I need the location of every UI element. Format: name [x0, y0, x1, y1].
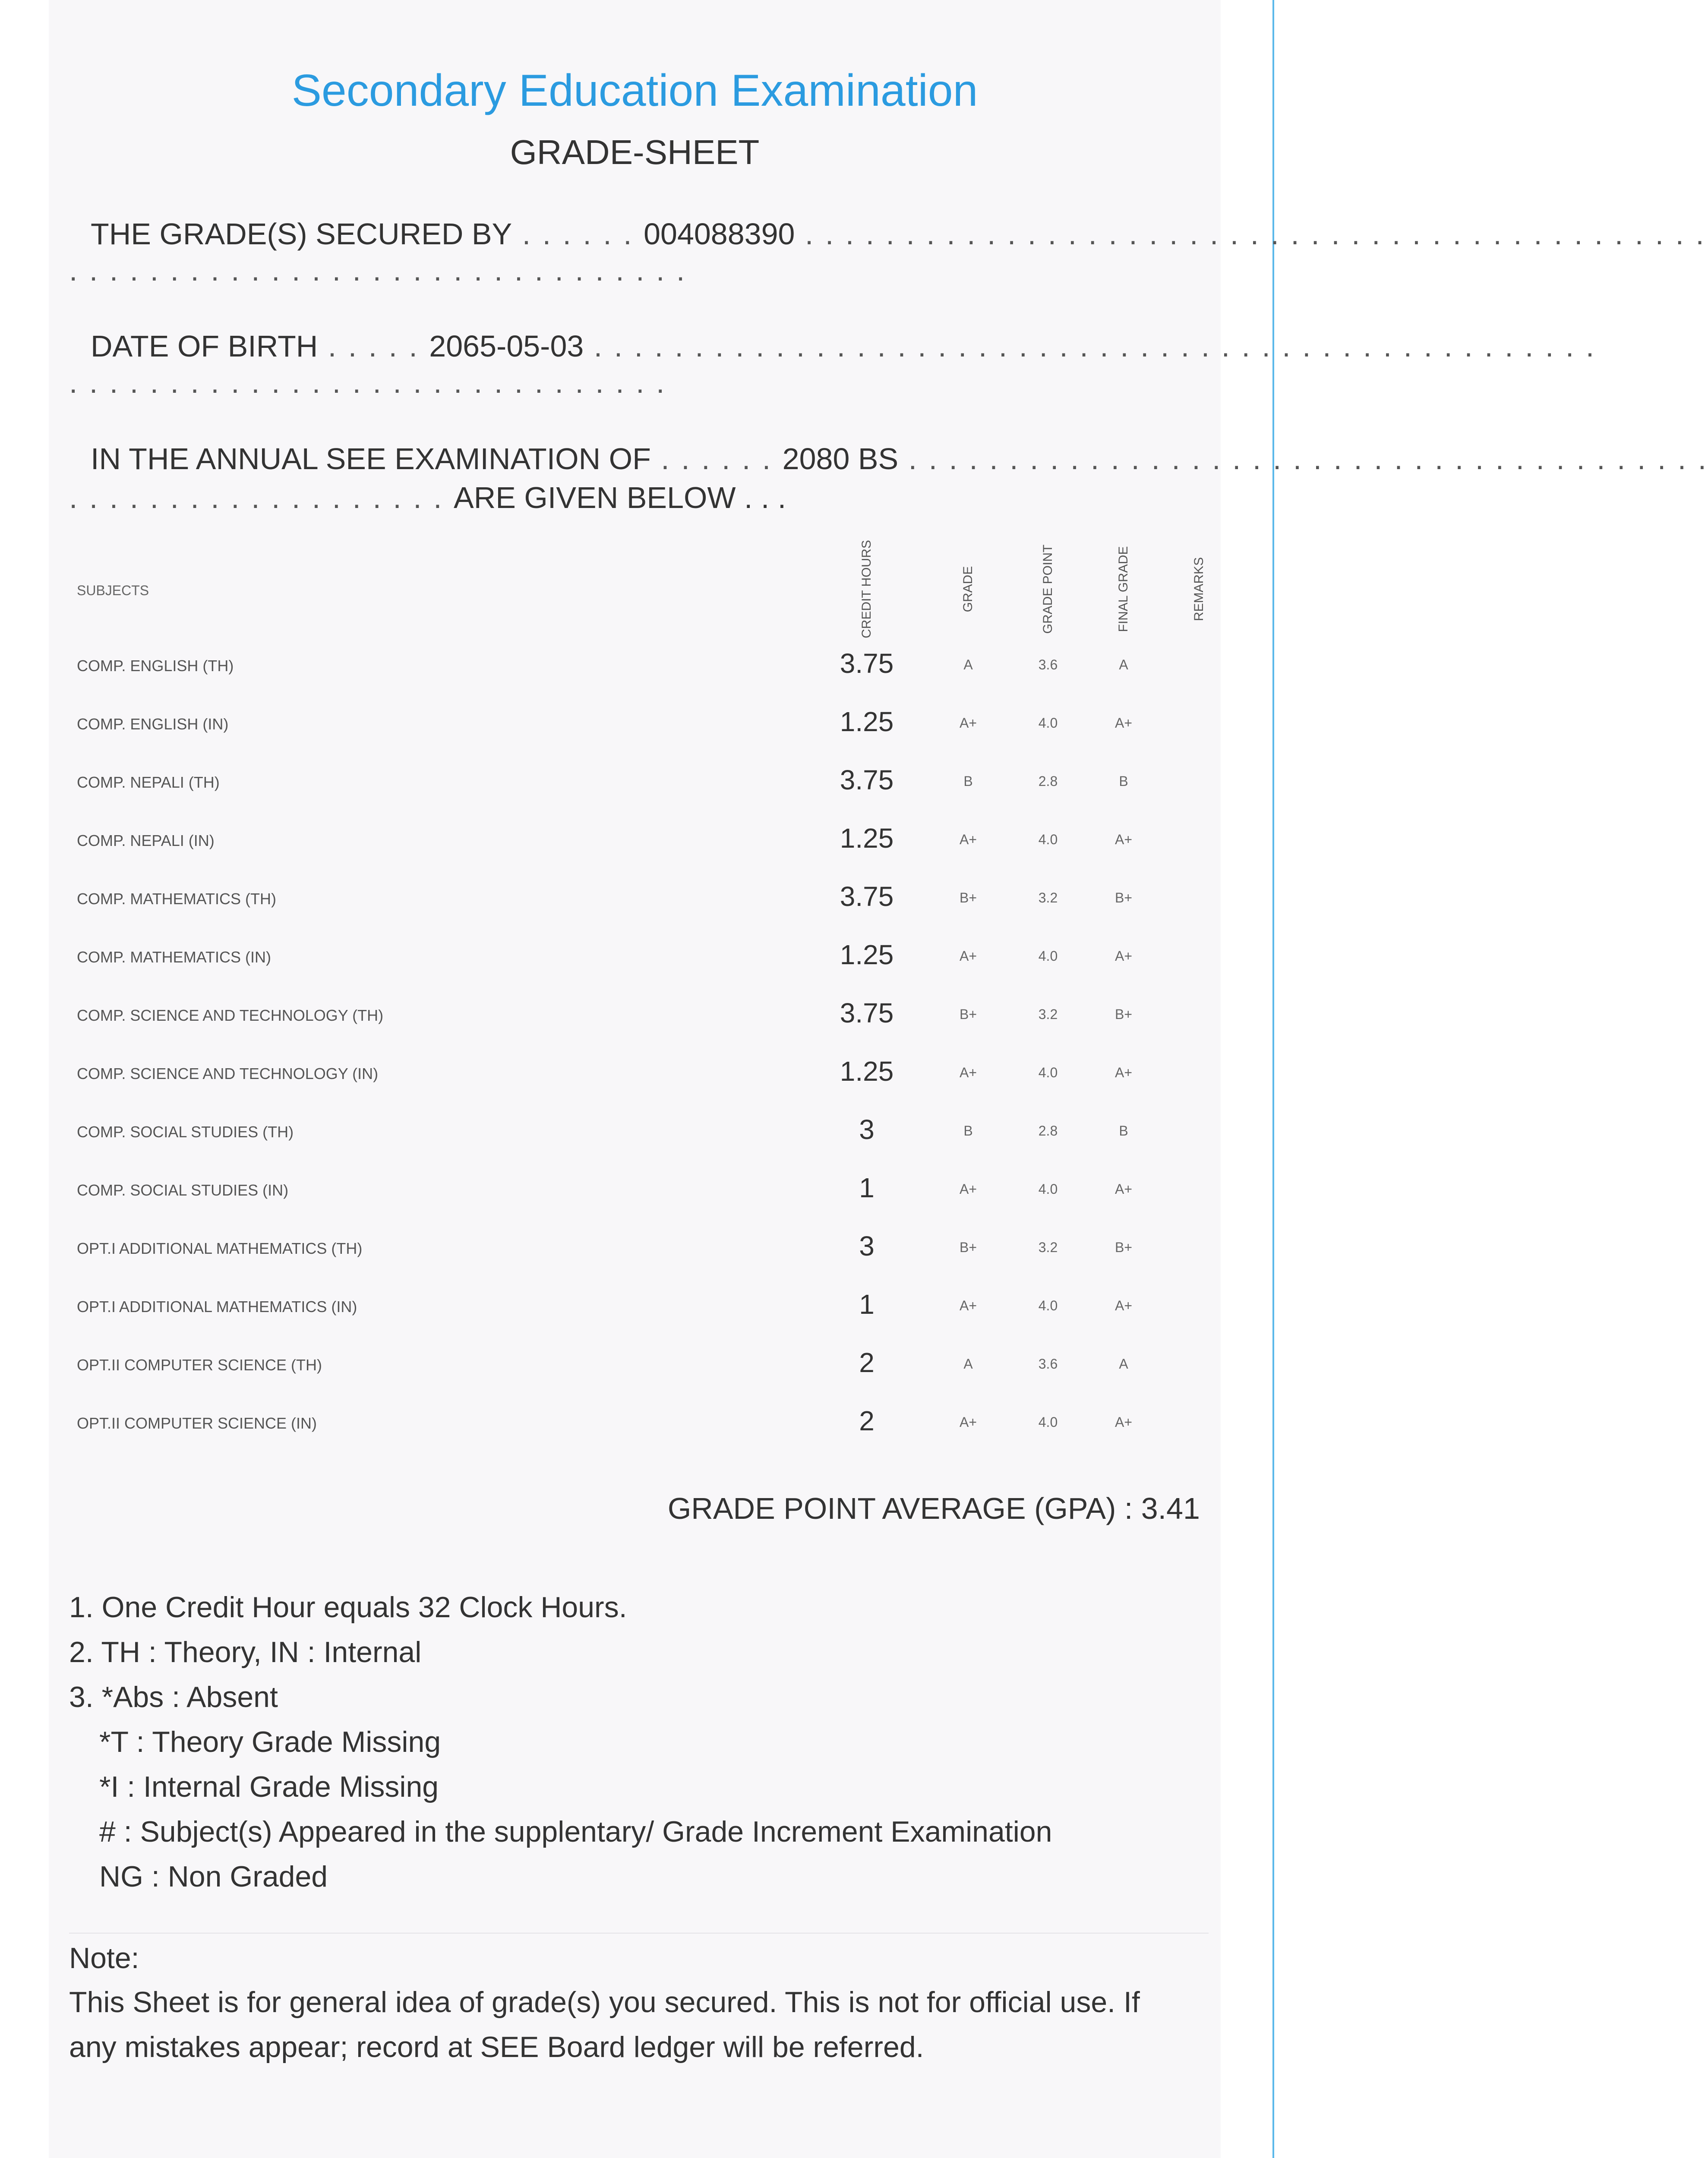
- grade-point: 4.0: [1038, 948, 1058, 964]
- credit-hours: 1: [859, 1289, 875, 1320]
- legend-item: *I : Internal Grade Missing: [99, 1770, 439, 1803]
- credit-hours: 3.75: [840, 648, 894, 679]
- grade: B: [963, 773, 973, 789]
- note-text: This Sheet is for general idea of grade(s) you secured. This is not for official use. If any mistakes appear; record at SEE Board ledger will be referred.: [69, 1986, 1140, 2063]
- legend-item: # : Subject(s) Appeared in the supplentary/ Grade Increment Examination: [99, 1815, 1052, 1848]
- final-grade: A: [1119, 1356, 1128, 1372]
- subject-name: COMP. NEPALI (TH): [77, 773, 220, 791]
- grade-point: 2.8: [1038, 1123, 1058, 1139]
- gpa-summary: [668, 1489, 1200, 1528]
- page-edge-line: [1272, 0, 1274, 2158]
- grade: B: [963, 1123, 973, 1139]
- exam-line: IN THE ANNUAL SEE EXAMINATION OF . . . . . . 2080 BS . . . . . . . . . . . . . . . . . . . . . . . . . . . . . . . . . . . . . . . . . . . . . . . . . . . . . . . . . . . ARE GIVEN BELOW . . .: [69, 442, 1708, 514]
- subject-name: COMP. ENGLISH (IN): [77, 715, 229, 733]
- table-row: [77, 1043, 1208, 1102]
- final-grade: B+: [1114, 890, 1133, 905]
- grade-sheet: [49, 0, 1708, 2158]
- credit-hours: 1.25: [840, 706, 894, 737]
- header-grade: GRADE: [961, 566, 975, 612]
- grade: A+: [959, 1414, 977, 1430]
- credit-hours: 1: [859, 1172, 875, 1203]
- subject-name: COMP. SCIENCE AND TECHNOLOGY (TH): [77, 1006, 384, 1024]
- legend-list: [69, 1585, 1052, 1899]
- final-grade: A+: [1114, 948, 1133, 964]
- grade-point: 4.0: [1038, 1414, 1058, 1430]
- exam-year: 2080 BS: [782, 442, 899, 476]
- credit-hours: 1.25: [840, 939, 894, 970]
- credit-hours: 3: [859, 1230, 875, 1262]
- grade-point: 3.2: [1038, 890, 1058, 905]
- final-grade: A: [1119, 657, 1128, 672]
- grade-point: 4.0: [1038, 832, 1058, 847]
- final-grade: A+: [1114, 1298, 1133, 1313]
- grade-point: 4.0: [1038, 1181, 1058, 1197]
- grade: A+: [959, 1298, 977, 1313]
- page-subtitle: GRADE-SHEET: [510, 133, 760, 171]
- grade: A+: [959, 832, 977, 847]
- final-grade: A+: [1114, 715, 1133, 731]
- grade-point: 3.6: [1038, 657, 1058, 672]
- table-row: [77, 927, 1208, 985]
- final-grade: B+: [1114, 1240, 1133, 1255]
- legend-item: 1. One Credit Hour equals 32 Clock Hours.: [69, 1591, 627, 1624]
- grade: B+: [959, 1240, 977, 1255]
- grade: A+: [959, 948, 977, 964]
- credit-hours: 3.75: [840, 997, 894, 1029]
- grade: A: [963, 1356, 973, 1372]
- grade: A: [963, 657, 973, 672]
- table-row: [77, 1160, 1208, 1218]
- table-row: [77, 985, 1208, 1044]
- dob-value: 2065-05-03: [429, 329, 584, 363]
- subject-name: COMP. SCIENCE AND TECHNOLOGY (IN): [77, 1065, 379, 1082]
- grade: A+: [959, 1065, 977, 1080]
- subject-name: COMP. MATHEMATICS (TH): [77, 890, 276, 908]
- header-credit-hours: CREDIT HOURS: [859, 540, 874, 638]
- exam-label: IN THE ANNUAL SEE EXAMINATION OF: [91, 442, 651, 476]
- final-grade: B+: [1114, 1006, 1133, 1022]
- secured-by-line: THE GRADE(S) SECURED BY . . . . . . 004088390 . . . . . . . . . . . . . . . . . . . . . . . . . . . . . . . . . . . . . . . . . . . . . . . . . . . . . . . . . . . . . . . . . . . . . . . . . . . .: [69, 217, 1706, 287]
- subject-name: COMP. MATHEMATICS (IN): [77, 948, 271, 966]
- grade-point: 3.6: [1038, 1356, 1058, 1372]
- gpa-label: GRADE POINT AVERAGE (GPA) :: [667, 1492, 1133, 1525]
- subject-name: OPT.II COMPUTER SCIENCE (IN): [77, 1414, 317, 1432]
- final-grade: B: [1119, 773, 1128, 789]
- table-row: [77, 694, 1208, 752]
- table-row: [77, 1101, 1208, 1160]
- table-row: [77, 868, 1208, 927]
- final-grade: A+: [1114, 1181, 1133, 1197]
- table-row: [77, 1335, 1208, 1393]
- grade: B+: [959, 1006, 977, 1022]
- credit-hours: 2: [859, 1405, 875, 1436]
- credit-hours: 1.25: [840, 823, 894, 854]
- final-grade: B: [1119, 1123, 1128, 1139]
- credit-hours: 3.75: [840, 764, 894, 795]
- grade-point: 3.2: [1038, 1240, 1058, 1255]
- dob-line: DATE OF BIRTH . . . . . 2065-05-03 . . . . . . . . . . . . . . . . . . . . . . . . . . . . . . . . . . . . . . . . . . . . . . . . . . . . . . . . . . . . . . . . . . . . . . . . . . . . . . . .: [69, 329, 1596, 399]
- legend-item: 3. *Abs : Absent: [69, 1681, 278, 1713]
- subject-name: OPT.I ADDITIONAL MATHEMATICS (IN): [77, 1298, 357, 1316]
- symbol-number: 004088390: [644, 217, 795, 251]
- legend-item: *T : Theory Grade Missing: [99, 1726, 441, 1758]
- table-row: [77, 1393, 1208, 1451]
- subject-name: COMP. ENGLISH (TH): [77, 657, 234, 675]
- legend-item: 2. TH : Theory, IN : Internal: [69, 1636, 422, 1669]
- credit-hours: 3: [859, 1114, 875, 1145]
- grade-point: 4.0: [1038, 715, 1058, 731]
- table-row: [77, 752, 1208, 811]
- final-grade: A+: [1114, 832, 1133, 847]
- credit-hours: 1.25: [840, 1056, 894, 1087]
- final-grade: A+: [1114, 1414, 1133, 1430]
- subject-name: COMP. SOCIAL STUDIES (TH): [77, 1123, 294, 1141]
- dob-label: DATE OF BIRTH: [91, 329, 318, 363]
- credit-hours: 2: [859, 1347, 875, 1378]
- subject-name: OPT.II COMPUTER SCIENCE (TH): [77, 1356, 322, 1374]
- grade: A+: [959, 715, 977, 731]
- subject-name: COMP. SOCIAL STUDIES (IN): [77, 1181, 289, 1199]
- given-below-text: ARE GIVEN BELOW . . .: [454, 481, 786, 514]
- page-title: Secondary Education Examination: [291, 66, 978, 116]
- final-grade: A+: [1114, 1065, 1133, 1080]
- grade-point: 4.0: [1038, 1298, 1058, 1313]
- subject-name: COMP. NEPALI (IN): [77, 832, 215, 849]
- credit-hours: 3.75: [840, 881, 894, 912]
- note-label: Note:: [69, 1942, 139, 1975]
- header-remarks: REMARKS: [1192, 557, 1206, 622]
- header-subjects: SUBJECTS: [77, 583, 149, 598]
- legend-item: NG : Non Graded: [99, 1860, 328, 1893]
- secured-by-label: THE GRADE(S) SECURED BY: [91, 217, 512, 251]
- grade-point: 4.0: [1038, 1065, 1058, 1080]
- header-grade-point: GRADE POINT: [1041, 544, 1055, 634]
- table-row: [77, 1276, 1208, 1335]
- grade-point: 2.8: [1038, 773, 1058, 789]
- table-row: [77, 635, 1208, 694]
- table-row: [77, 810, 1208, 869]
- gpa-value: 3.41: [1141, 1492, 1200, 1525]
- grade: A+: [959, 1181, 977, 1197]
- grade-point: 3.2: [1038, 1006, 1058, 1022]
- divider: [69, 1933, 1209, 1934]
- subject-name: OPT.I ADDITIONAL MATHEMATICS (TH): [77, 1240, 363, 1257]
- table-row: [77, 1218, 1208, 1277]
- header-final-grade: FINAL GRADE: [1116, 546, 1130, 632]
- grade: B+: [959, 890, 977, 905]
